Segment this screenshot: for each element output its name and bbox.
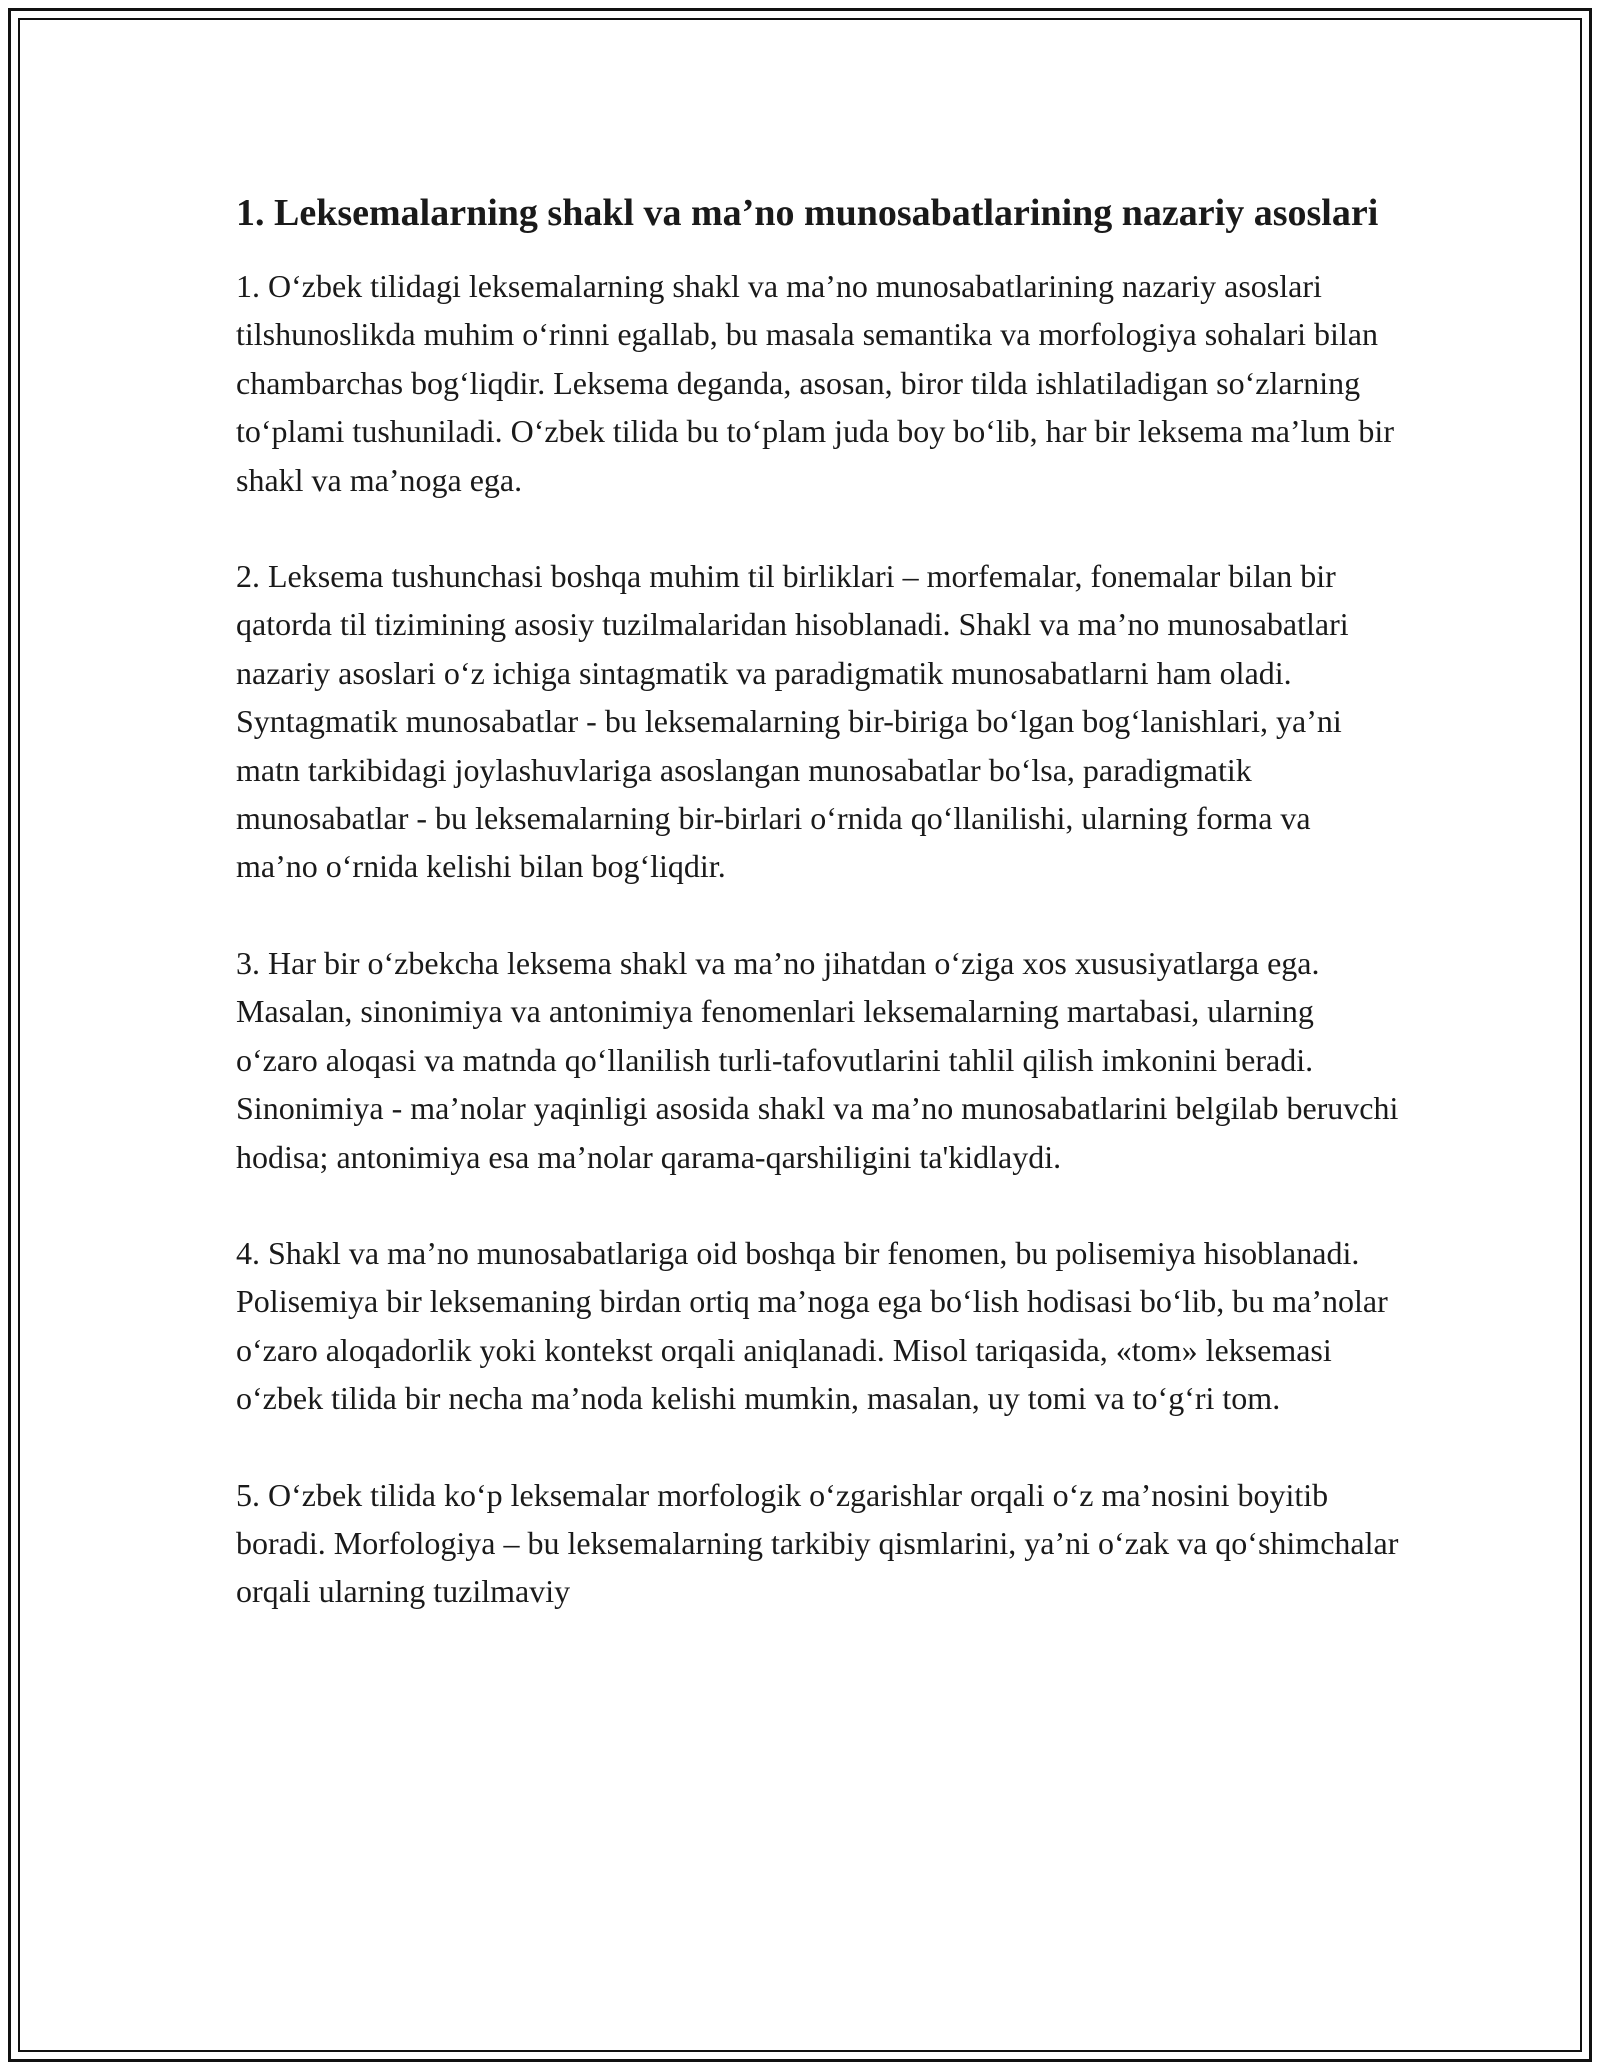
section-heading: 1. Leksemalarning shakl va ma’no munosabatlarining nazariy asoslari	[236, 192, 1379, 234]
paragraph-5: 5. O‘zbek tilida ko‘p leksemalar morfologik o‘zgarishlar orqali o‘z ma’nosini boyitib boradi. Morfologiya – bu leksemalarning tarkibiy qismlarini, ya’ni o‘zak va qo‘shimchalar orqali ularning tuzilmaviy	[236, 1476, 1399, 1610]
paragraph-3: 3. Har bir o‘zbekcha leksema shakl va ma’no jihatdan o‘ziga xos xususiyatlarga ega. Masalan, sinonimiya va antonimiya fenomenlari leksemalarning martabasi, ularning o‘zaro aloqasi va matnda qo‘llanilish turli-tafovutlarini tahlil qilish imkonini beradi. Sinonimiya - ma’nolar yaqinligi asosida shakl va ma’no munosabatlarini belgilab beruvchi hodisa; antonimiya esa ma’nolar qarama-qarshiligini ta'kidlaydi.	[236, 944, 1399, 1175]
paragraph-2: 2. Leksema tushunchasi boshqa muhim til birliklari – morfemalar, fonemalar bilan bir qatorda til tizimining asosiy tuzilmalaridan hisoblanadi. Shakl va ma’no munosabatlari nazariy asoslari o‘z ichiga sintagmatik va paradigmatik munosabatlarni ham oladi. Syntagmatik munosabatlar - bu leksemalarning bir-biriga bo‘lgan bog‘lanishlari, ya’ni matn tarkibidagi joylashuvlariga asoslangan munosabatlar bo‘lsa, paradigmatik munosabatlar - bu leksemalarning bir-birlari o‘rnida qo‘llanilishi, ularning forma va ma’no o‘rnida kelishi bilan bog‘liqdir.	[236, 558, 1349, 885]
document-body	[236, 186, 1400, 1664]
paragraph-1: 1. O‘zbek tilidagi leksemalarning shakl va ma’no munosabatlarining nazariy asoslari tilshunoslikda muhim o‘rinni egallab, bu masala semantika va morfologiya sohalari bilan chambarchas bog‘liqdir. Leksema deganda, asosan, biror tilda ishlatiladigan so‘zlarning to‘plami tushuniladi. O‘zbek tilida bu to‘plam juda boy bo‘lib, har bir leksema ma’lum bir shakl va ma’noga ega.	[236, 268, 1394, 498]
paragraph-4: 4. Shakl va ma’no munosabatlariga oid boshqa bir fenomen, bu polisemiya hisoblanadi. Polisemiya bir leksemaning birdan ortiq ma’noga ega bo‘lish hodisasi bo‘lib, bu ma’nolar o‘zaro aloqadorlik yoki kontekst orqali aniqlanadi. Misol tariqasida, «tom» leksemasi o‘zbek tilida bir necha ma’noda kelishi mumkin, masalan, uy tomi va to‘g‘ri tom.	[236, 1234, 1388, 1417]
